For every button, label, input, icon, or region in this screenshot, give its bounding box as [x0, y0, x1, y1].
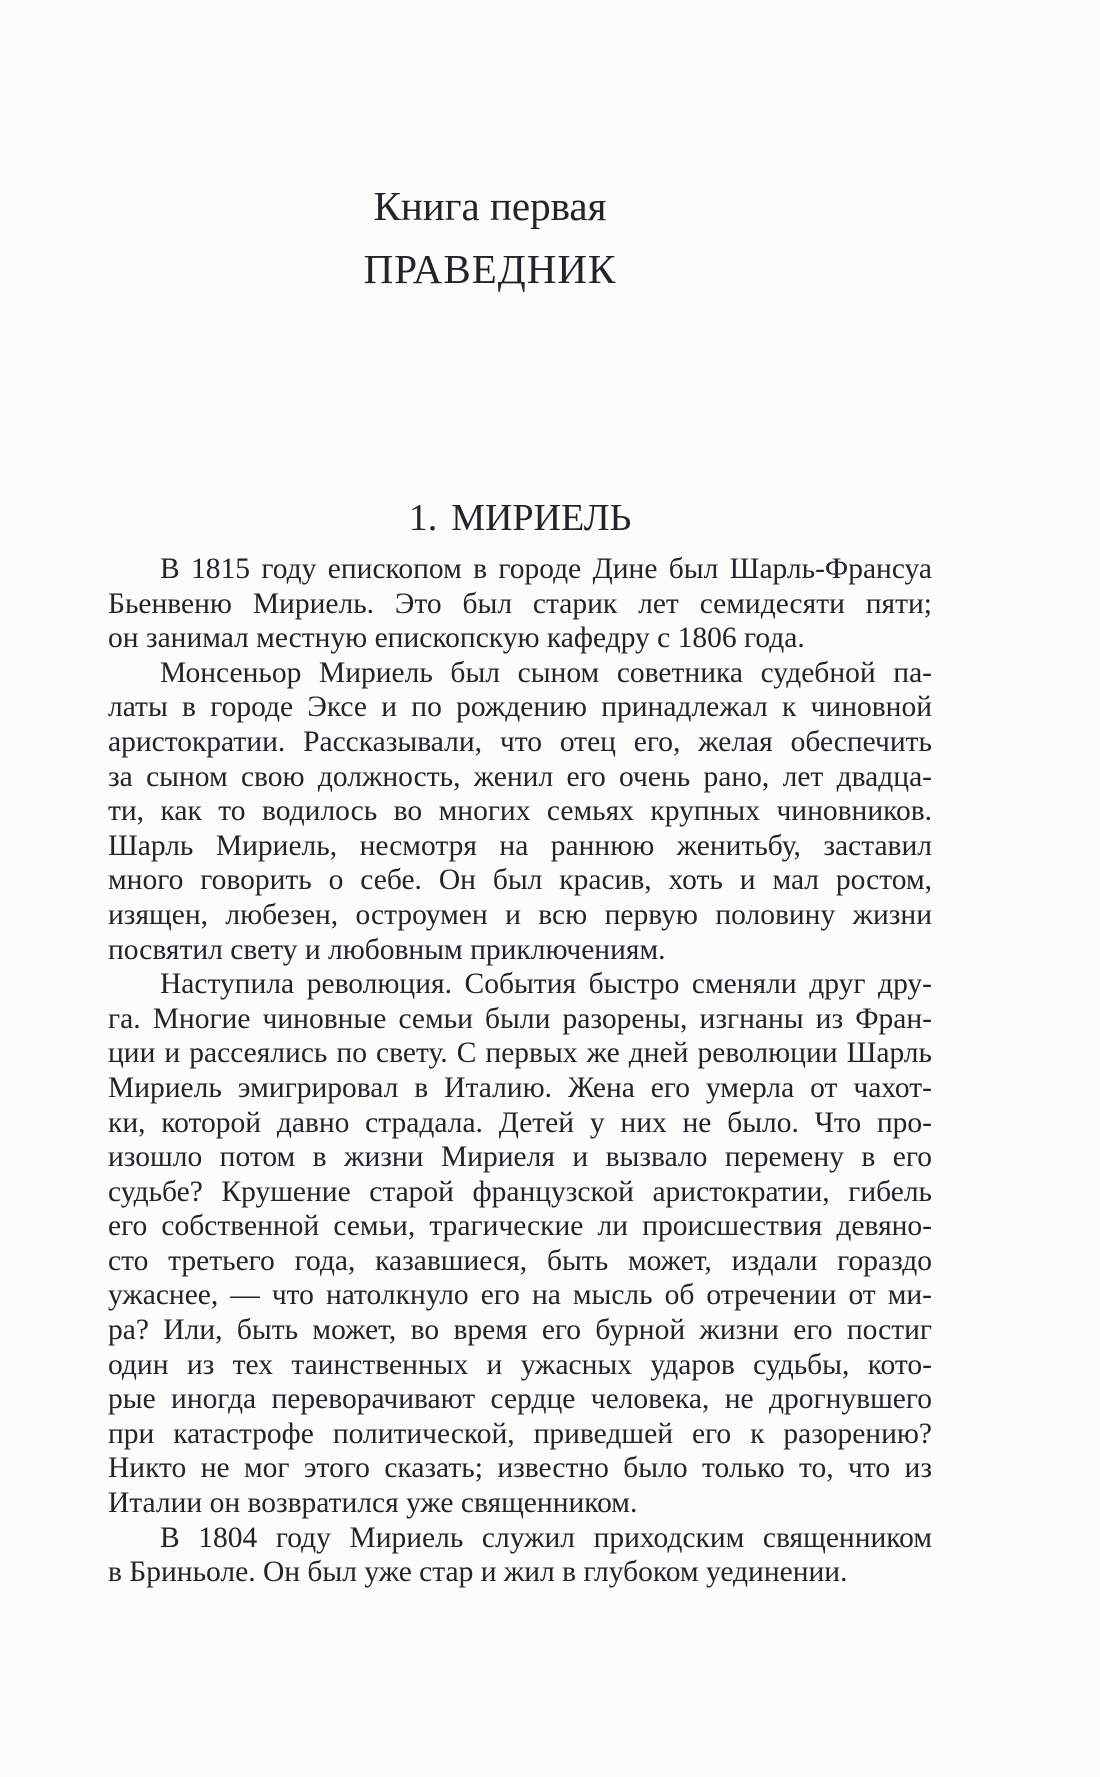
text-line: судьбе? Крушение старой французской аристократии, гибель	[108, 1175, 932, 1208]
text-line: Италии он возвратился уже священником.	[108, 1487, 638, 1520]
text-line: В 1804 году Мириель служил приходским священником	[160, 1521, 932, 1554]
text-line: изошло потом в жизни Мириеля и вызвало перемену в его	[108, 1141, 932, 1174]
text-line: Мириель эмигрировал в Италию. Жена его умерла от чахот-	[108, 1071, 932, 1104]
text-line: Монсеньор Мириель был сыном советника судебной па-	[160, 656, 932, 689]
text-line: сто третьего года, казавшиеся, быть может, издали гораздо	[108, 1244, 932, 1277]
text-line: в Бриньоле. Он был уже стар и жил в глубоком уединении.	[108, 1556, 848, 1589]
text-line: посвятил свету и любовным приключениям.	[108, 933, 666, 966]
text-line: Шарль Мириель, несмотря на раннюю женитьбу, заставил	[108, 829, 932, 862]
text-line: один из тех таинственных и ужасных ударов судьбы, кото-	[108, 1348, 932, 1381]
paragraph	[108, 967, 932, 1521]
text-line: ужаснее, — что натолкнуло его на мысль об отречении от ми-	[108, 1279, 932, 1312]
chapter-heading	[108, 494, 932, 542]
paragraph	[108, 656, 932, 967]
text-line: ра? Или, быть может, во время его бурной жизни его постиг	[108, 1314, 932, 1347]
text-line: ции и рассеялись по свету. С первых же дней революции Шарль	[108, 1037, 932, 1070]
text-line: ки, которой давно страдала. Детей у них не было. Что про-	[108, 1106, 932, 1139]
text-line: га. Многие чиновные семьи были разорены, изгнаны из Фран-	[108, 1002, 932, 1035]
text-line: Никто не мог этого сказать; известно было только то, что из	[108, 1452, 932, 1485]
text-line: В 1815 году епископом в городе Дине был Шарль-Франсуа	[160, 553, 932, 585]
text-line: его собственной семьи, трагические ли происшествия девяно-	[108, 1210, 932, 1243]
text-line: за сыном свою должность, женил его очень рано, лет двадца-	[108, 760, 932, 793]
chapter-text	[108, 552, 932, 1590]
text-line: аристократии. Рассказывали, что отец его, желая обеспечить	[108, 725, 932, 758]
paragraph	[108, 552, 932, 656]
part-name: ПРАВЕДНИК	[363, 246, 617, 292]
text-line: при катастрофе политической, приведшей его к разорению?	[108, 1417, 932, 1450]
chapter-title: МИРИЕЛЬ	[451, 497, 632, 539]
paragraph	[108, 1521, 932, 1590]
text-line: много говорить о себе. Он был красив, хоть и мал ростом,	[108, 864, 932, 897]
text-line: латы в городе Эксе и по рождению принадлежал к чиновной	[108, 691, 932, 724]
text-line: Бьенвеню Мириель. Это был старик лет семидесяти пяти;	[108, 587, 932, 620]
text-line: Наступила революция. События быстро сменяли друг дру-	[160, 968, 932, 1001]
part-title: Книга первая	[373, 183, 607, 229]
part-header	[0, 175, 980, 301]
chapter-number: 1.	[408, 497, 438, 539]
text-line: рые иногда переворачивают сердце человека, не дрогнувшего	[108, 1383, 932, 1416]
text-line: он занимал местную епископскую кафедру с 1806 года.	[108, 622, 805, 655]
text-line: ти, как то водилось во многих семьях крупных чиновников.	[108, 795, 932, 828]
text-line: изящен, любезен, остроумен и всю первую половину жизни	[108, 898, 932, 931]
